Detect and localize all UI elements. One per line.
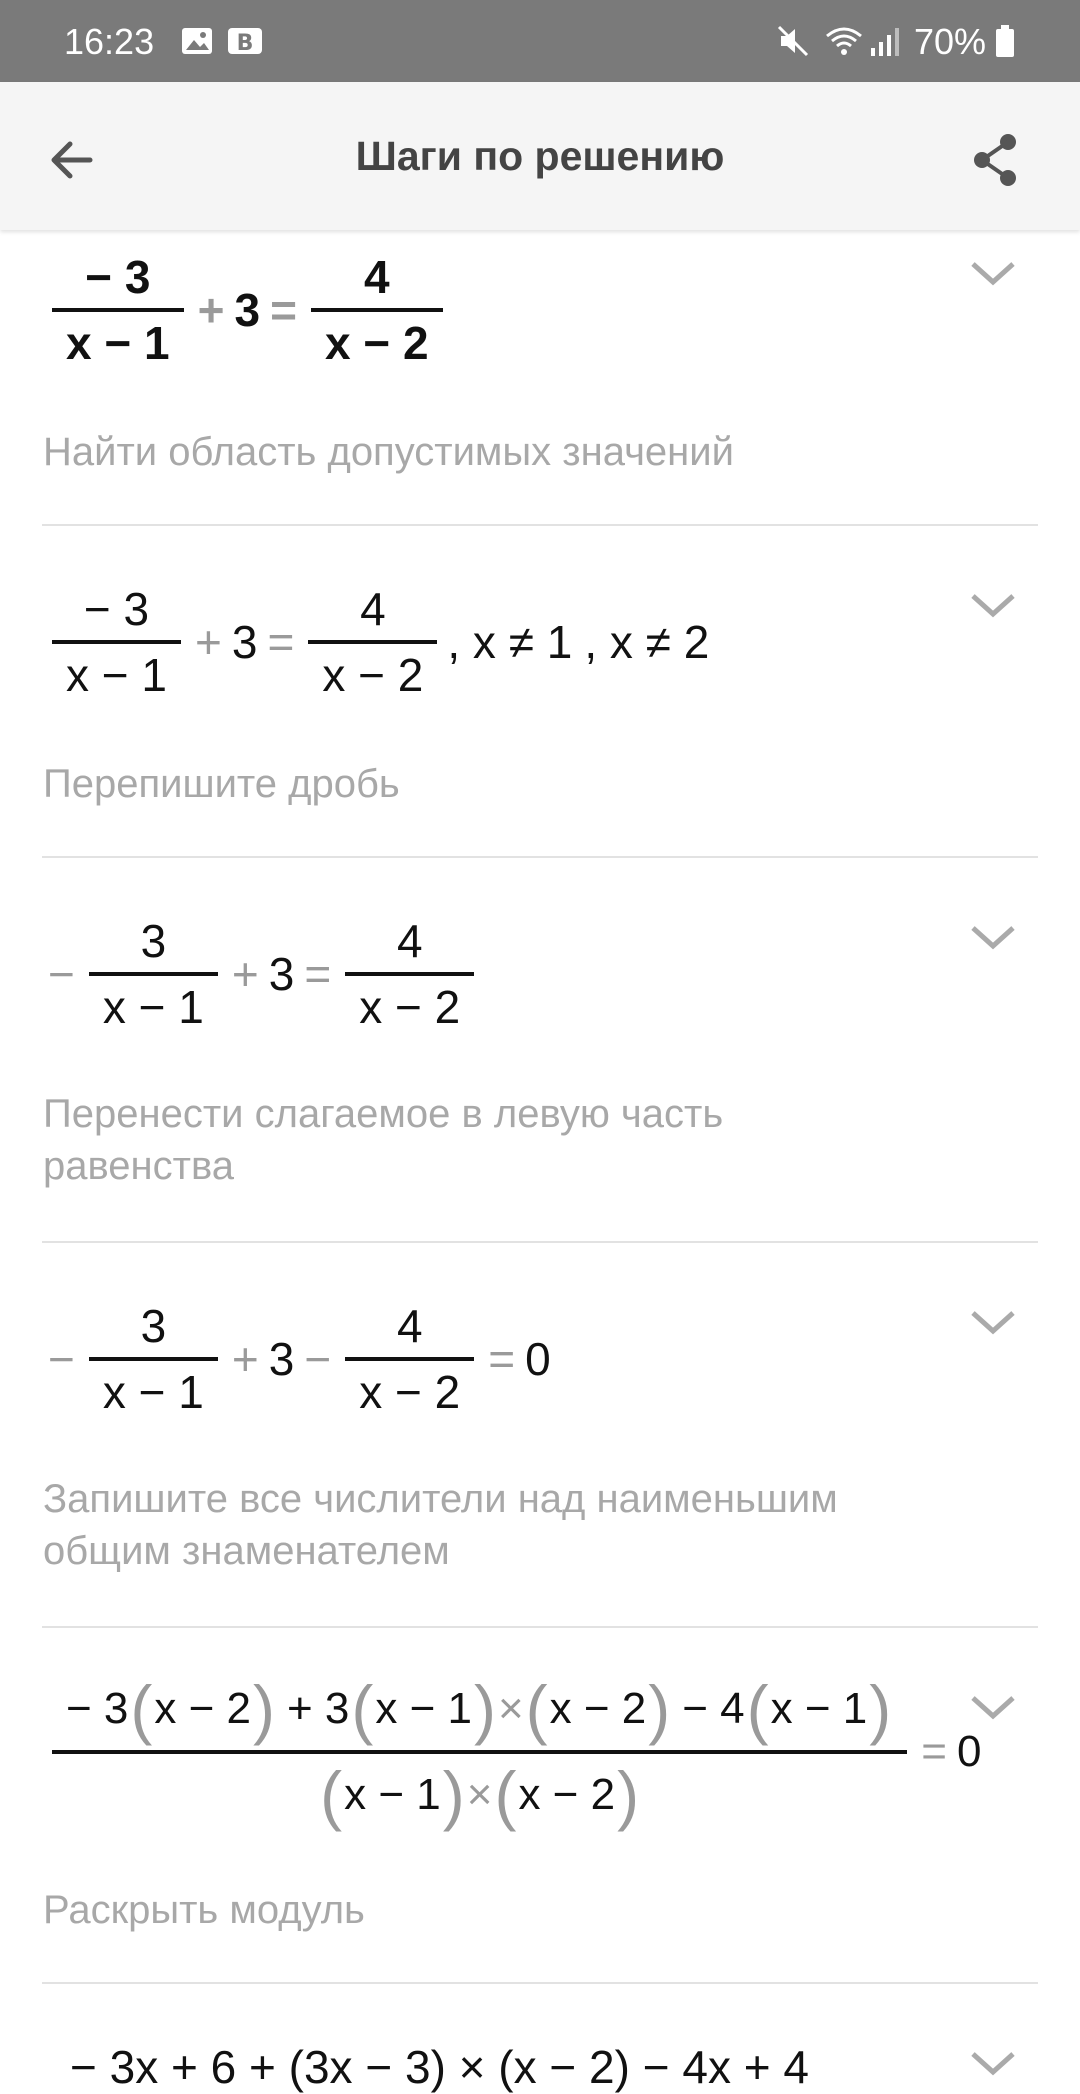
equals: = <box>921 1727 947 1776</box>
numerator: − 3 <box>85 251 151 303</box>
paren: ) <box>617 1758 640 1832</box>
fraction <box>52 583 181 701</box>
step-description: Раскрыть модуль <box>43 1888 365 1932</box>
paren: ( <box>351 1672 374 1746</box>
fraction <box>345 915 474 1033</box>
fraction <box>311 251 443 369</box>
term: 0 <box>525 1333 551 1385</box>
app-bar <box>0 82 1080 230</box>
paren: ) <box>869 1672 892 1746</box>
term: x − 1 <box>344 1770 441 1819</box>
equals: = <box>267 616 295 668</box>
numerator: 4 <box>396 915 423 967</box>
battery-level: 70% <box>914 21 987 62</box>
paren: ) <box>253 1672 275 1746</box>
share-icon[interactable] <box>960 124 1032 196</box>
fraction <box>89 1300 218 1418</box>
term: x − 2 <box>518 1770 616 1819</box>
mute-icon <box>776 24 812 58</box>
numerator: 4 <box>360 583 386 635</box>
paren: ( <box>525 1672 548 1746</box>
step-equation <box>48 251 447 369</box>
term: 3 <box>268 1333 295 1385</box>
operator: − <box>48 1333 75 1385</box>
divider <box>42 1241 1038 1243</box>
fraction <box>52 1672 907 1832</box>
operator: + <box>195 616 222 668</box>
step-equation <box>48 1300 551 1418</box>
chevron-down-icon[interactable] <box>965 588 1021 624</box>
paren: ( <box>320 1758 343 1832</box>
equals: = <box>270 284 297 336</box>
vk-icon <box>226 24 264 58</box>
paren: ) <box>473 1672 496 1746</box>
equals: = <box>304 948 332 1000</box>
operator: + <box>231 1333 259 1385</box>
numerator: 3 <box>140 915 167 967</box>
numerator: 3 <box>140 1300 167 1352</box>
denominator: x − 2 <box>359 981 461 1033</box>
term: x − 1 <box>375 1684 472 1733</box>
denominator <box>304 1754 655 1832</box>
numerator: − 3 <box>83 583 150 635</box>
status-bar <box>0 0 1080 82</box>
operator: × <box>497 1684 524 1733</box>
term: 3 <box>234 284 261 336</box>
operator: − <box>48 948 75 1000</box>
paren: ) <box>442 1758 465 1832</box>
operator: + <box>231 948 259 1000</box>
fraction <box>89 915 218 1033</box>
term: 0 <box>956 1727 982 1776</box>
term: − 3 <box>66 1684 129 1733</box>
term: + 3 <box>286 1684 350 1733</box>
fraction <box>52 251 184 369</box>
step-description: Запишите все числители над наименьшим общим знаменателем <box>43 1477 838 1573</box>
step-equation <box>48 1672 982 1832</box>
denominator: x − 2 <box>322 649 424 701</box>
denominator: x − 1 <box>102 1366 204 1418</box>
numerator <box>52 1672 907 1750</box>
chevron-down-icon[interactable] <box>965 2046 1021 2082</box>
chevron-down-icon[interactable] <box>965 256 1021 292</box>
denominator: x − 1 <box>102 981 204 1033</box>
term: x − 2 <box>154 1684 251 1733</box>
status-time: 16:23 <box>64 21 155 62</box>
chevron-down-icon[interactable] <box>965 1305 1021 1341</box>
step-description: Перепишите дробь <box>43 762 400 806</box>
operator: − <box>304 1333 332 1385</box>
term: x − 1 <box>770 1684 868 1733</box>
numerator: 4 <box>363 251 390 303</box>
denominator: x − 1 <box>66 317 170 369</box>
paren: ) <box>648 1672 671 1746</box>
signal-icon <box>868 24 902 58</box>
numerator: 4 <box>396 1300 423 1352</box>
fraction <box>345 1300 474 1418</box>
svg-text:B: B <box>236 31 254 56</box>
term: x − 2 <box>549 1684 647 1733</box>
term: 3 <box>268 948 295 1000</box>
step-description: Найти область допустимых значений <box>43 430 734 474</box>
paren: ( <box>130 1672 153 1746</box>
step-description: Перенести слагаемое в левую часть равенства <box>43 1092 724 1188</box>
page-title: Шаги по решению <box>355 133 725 179</box>
paren: ( <box>494 1758 517 1832</box>
denominator: x − 2 <box>324 317 429 369</box>
domain-condition: , x ≠ 2 <box>584 616 710 668</box>
battery-icon <box>994 24 1016 58</box>
term: − 4 <box>682 1684 745 1733</box>
divider <box>42 856 1038 858</box>
paren: ( <box>746 1672 769 1746</box>
fraction <box>308 583 437 701</box>
step-equation <box>48 583 715 701</box>
step-equation <box>48 915 478 1033</box>
operator: + <box>197 284 225 336</box>
chevron-down-icon[interactable] <box>965 920 1021 956</box>
step-equation: − 3x + 6 + (3x − 3) × (x − 2) − 4x + 4 <box>70 2041 809 2093</box>
divider <box>42 1982 1038 1984</box>
divider <box>42 524 1038 526</box>
denominator: x − 2 <box>359 1366 461 1418</box>
wifi-icon <box>824 24 864 58</box>
operator: × <box>466 1770 493 1819</box>
divider <box>42 1626 1038 1628</box>
gallery-icon <box>180 24 214 58</box>
equals: = <box>488 1333 516 1385</box>
term: 3 <box>231 616 258 668</box>
domain-condition: , x ≠ 1 <box>447 616 573 668</box>
denominator: x − 1 <box>66 649 168 701</box>
